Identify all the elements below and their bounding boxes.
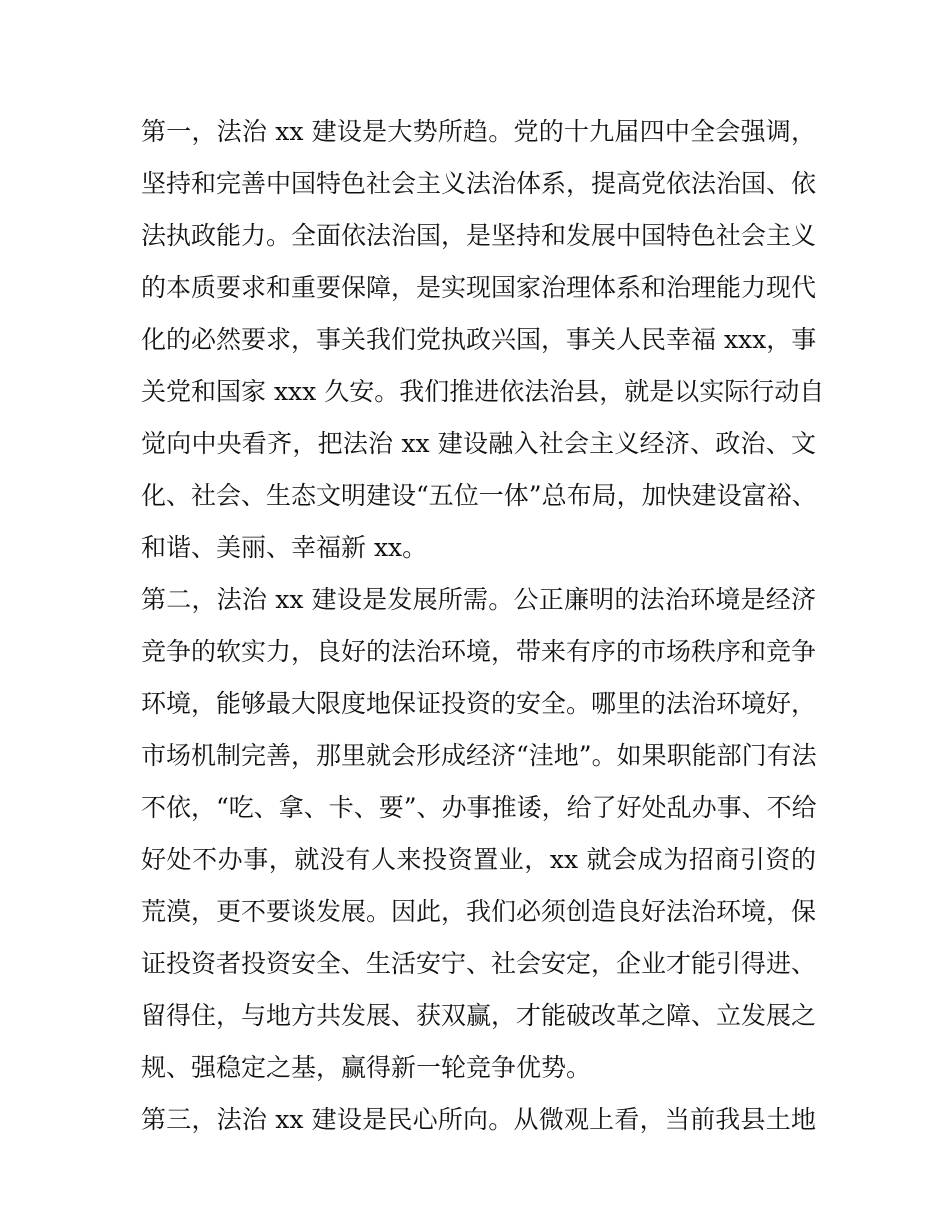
paragraph-line: 法执政能力。全面依法治国，是坚持和发展中国特色社会主义 <box>141 221 817 250</box>
paragraph-3 <box>141 1094 816 1146</box>
paragraph-line: 第三，法治 xx 建设是民心所向。从微观上看，当前我县土地 <box>141 1105 816 1134</box>
paragraph-2 <box>141 574 816 1094</box>
paragraph-line: 不依，“吃、拿、卡、要”、办事推诿，给了好处乱办事、不给 <box>141 793 817 822</box>
paragraph-line: 荒漠，更不要谈发展。因此，我们必须创造良好法治环境，保 <box>141 897 817 926</box>
paragraph-line: 竞争的软实力，良好的法治环境，带来有序的市场秩序和竞争 <box>141 637 817 666</box>
paragraph-line: 坚持和完善中国特色社会主义法治体系，提高党依法治国、依 <box>141 169 817 198</box>
paragraph-line: 第一，法治 xx 建设是大势所趋。党的十九届四中全会强调， <box>141 117 816 146</box>
paragraph-line: 好处不办事，就没有人来投资置业，xx 就会成为招商引资的 <box>141 845 816 874</box>
paragraph-line: 的本质要求和重要保障，是实现国家治理体系和治理能力现代 <box>141 273 817 302</box>
paragraph-line: 规、强稳定之基，赢得新一轮竞争优势。 <box>141 1053 592 1082</box>
paragraph-line: 第二，法治 xx 建设是发展所需。公正廉明的法治环境是经济 <box>141 585 816 614</box>
paragraph-line: 觉向中央看齐，把法治 xx 建设融入社会主义经济、政治、文 <box>141 429 816 458</box>
document-body <box>141 106 825 1146</box>
paragraph-1 <box>141 106 825 574</box>
paragraph-line: 环境，能够最大限度地保证投资的安全。哪里的法治环境好， <box>141 689 817 718</box>
paragraph-line: 化的必然要求，事关我们党执政兴国，事关人民幸福 xxx，事 <box>141 325 817 354</box>
paragraph-line: 关党和国家 xxx 久安。我们推进依法治县，就是以实际行动自 <box>141 377 825 406</box>
paragraph-line: 留得住，与地方共发展、获双赢，才能破改革之障、立发展之 <box>141 1001 817 1030</box>
paragraph-line: 市场机制完善，那里就会形成经济“洼地”。如果职能部门有法 <box>141 741 817 770</box>
paragraph-line: 证投资者投资安全、生活安宁、社会安定，企业才能引得进、 <box>141 949 817 978</box>
paragraph-line: 和谐、美丽、幸福新 xx。 <box>141 533 428 562</box>
paragraph-line: 化、社会、生态文明建设“五位一体”总布局，加快建设富裕、 <box>141 481 817 510</box>
